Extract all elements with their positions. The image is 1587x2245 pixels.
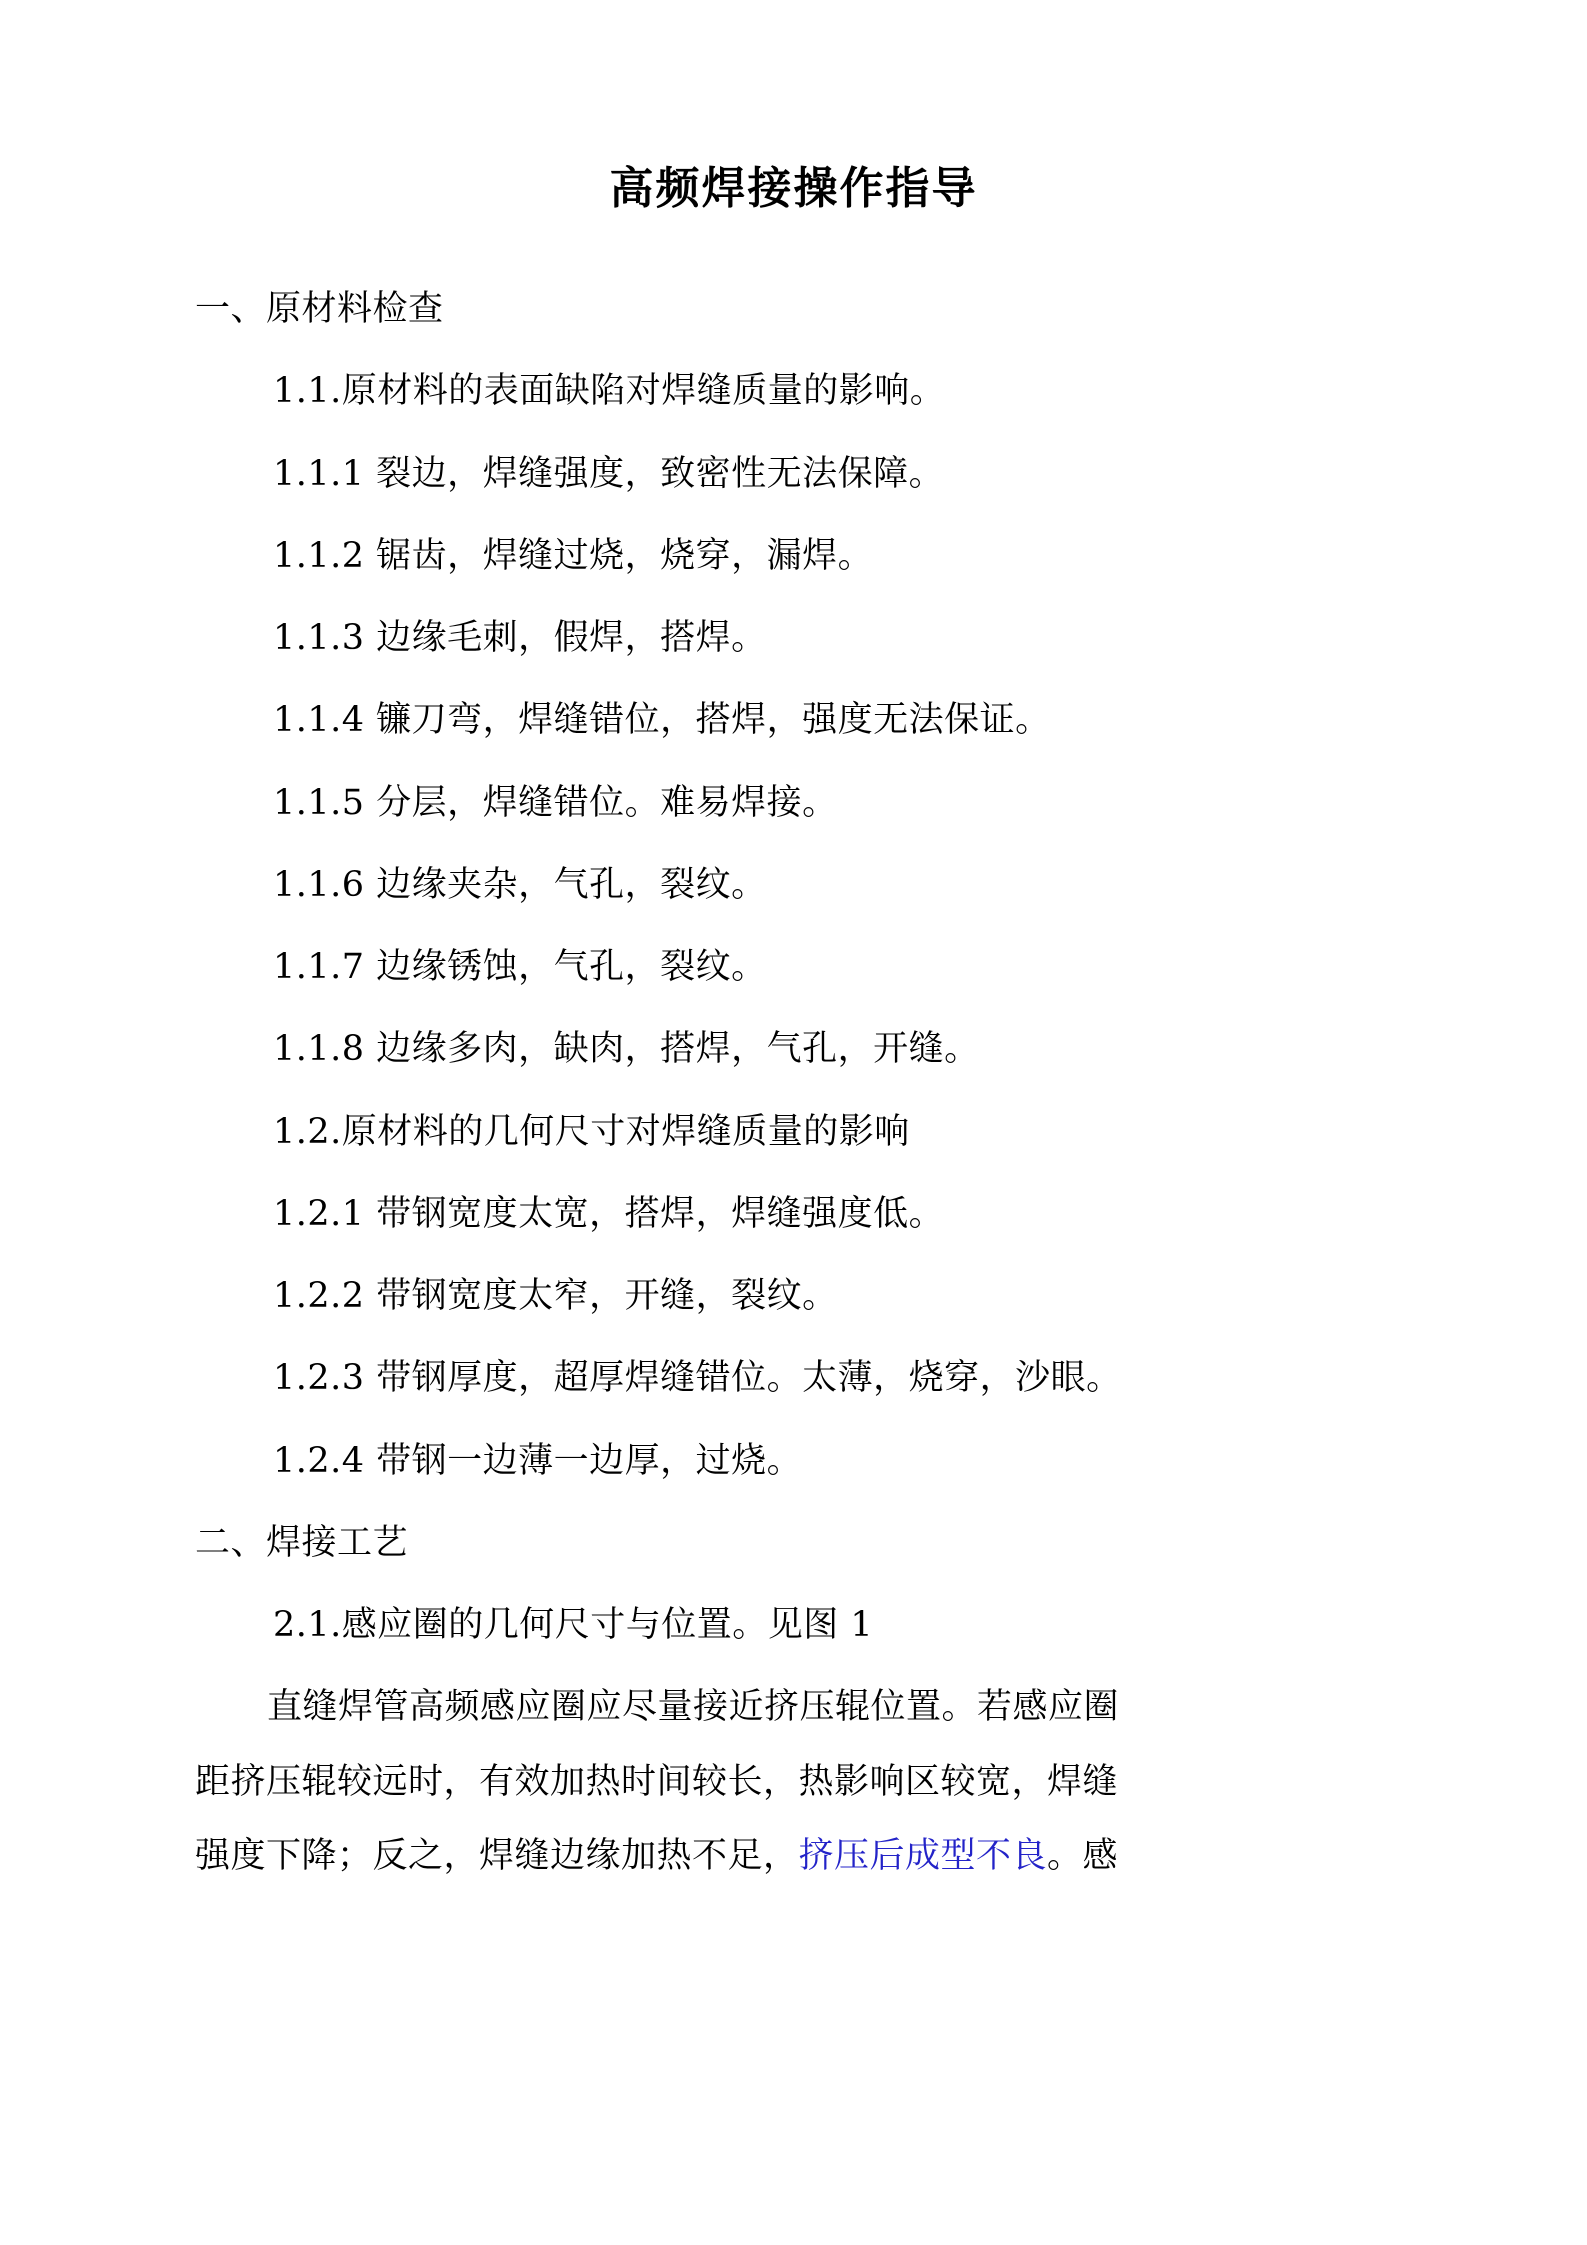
body-text-segment: 强度下降；反之，焊缝边缘加热不足， bbox=[195, 1835, 799, 1876]
list-item: 1.1.7 边缘锈蚀，气孔，裂纹。 bbox=[273, 947, 767, 988]
list-item: 1.2.原材料的几何尺寸对焊缝质量的影响 bbox=[273, 1111, 910, 1152]
body-paragraph-line-3 bbox=[195, 1822, 1392, 1890]
highlighted-text: 挤压后成型不良 bbox=[798, 1835, 1048, 1876]
section-heading-2: 二、焊接工艺 bbox=[195, 1522, 409, 1563]
list-item: 1.1.2 锯齿，焊缝过烧，烧穿，漏焊。 bbox=[273, 535, 874, 576]
list-item: 1.1.3 边缘毛刺，假焊，搭焊。 bbox=[273, 618, 767, 659]
list-item: 2.1.感应圈的几何尺寸与位置。见图 1 bbox=[273, 1605, 874, 1646]
list-item: 1.1.4 镰刀弯，焊缝错位，搭焊，强度无法保证。 bbox=[273, 700, 1051, 741]
page-title: 高频焊接操作指导 bbox=[609, 163, 978, 214]
body-paragraph-line-1: 直缝焊管高频感应圈应尽量接近挤压辊位置。若感应圈 bbox=[267, 1687, 1120, 1728]
list-item: 1.1.6 边缘夹杂，气孔，裂纹。 bbox=[273, 864, 767, 905]
list-item: 1.1.5 分层，焊缝错位。难易焊接。 bbox=[273, 782, 838, 823]
list-item: 1.2.3 带钢厚度，超厚焊缝错位。太薄，烧穿，沙眼。 bbox=[273, 1358, 1122, 1399]
list-item: 1.2.1 带钢宽度太宽，搭焊，焊缝强度低。 bbox=[273, 1193, 945, 1234]
list-item: 1.1.原材料的表面缺陷对焊缝质量的影响。 bbox=[273, 371, 946, 412]
list-item: 1.1.8 边缘多肉，缺肉，搭焊，气孔，开缝。 bbox=[273, 1029, 980, 1070]
body-text-segment-end: 。感 bbox=[1047, 1835, 1119, 1876]
list-item: 1.1.1 裂边，焊缝强度，致密性无法保障。 bbox=[273, 453, 945, 494]
section-heading-1: 一、原材料检查 bbox=[195, 289, 444, 330]
body-paragraph-line-2: 距挤压辊较远时，有效加热时间较长，热影响区较宽，焊缝 bbox=[195, 1761, 1119, 1802]
list-item: 1.2.2 带钢宽度太窄，开缝，裂纹。 bbox=[273, 1276, 838, 1317]
list-item: 1.2.4 带钢一边薄一边厚，过烧。 bbox=[273, 1440, 803, 1481]
